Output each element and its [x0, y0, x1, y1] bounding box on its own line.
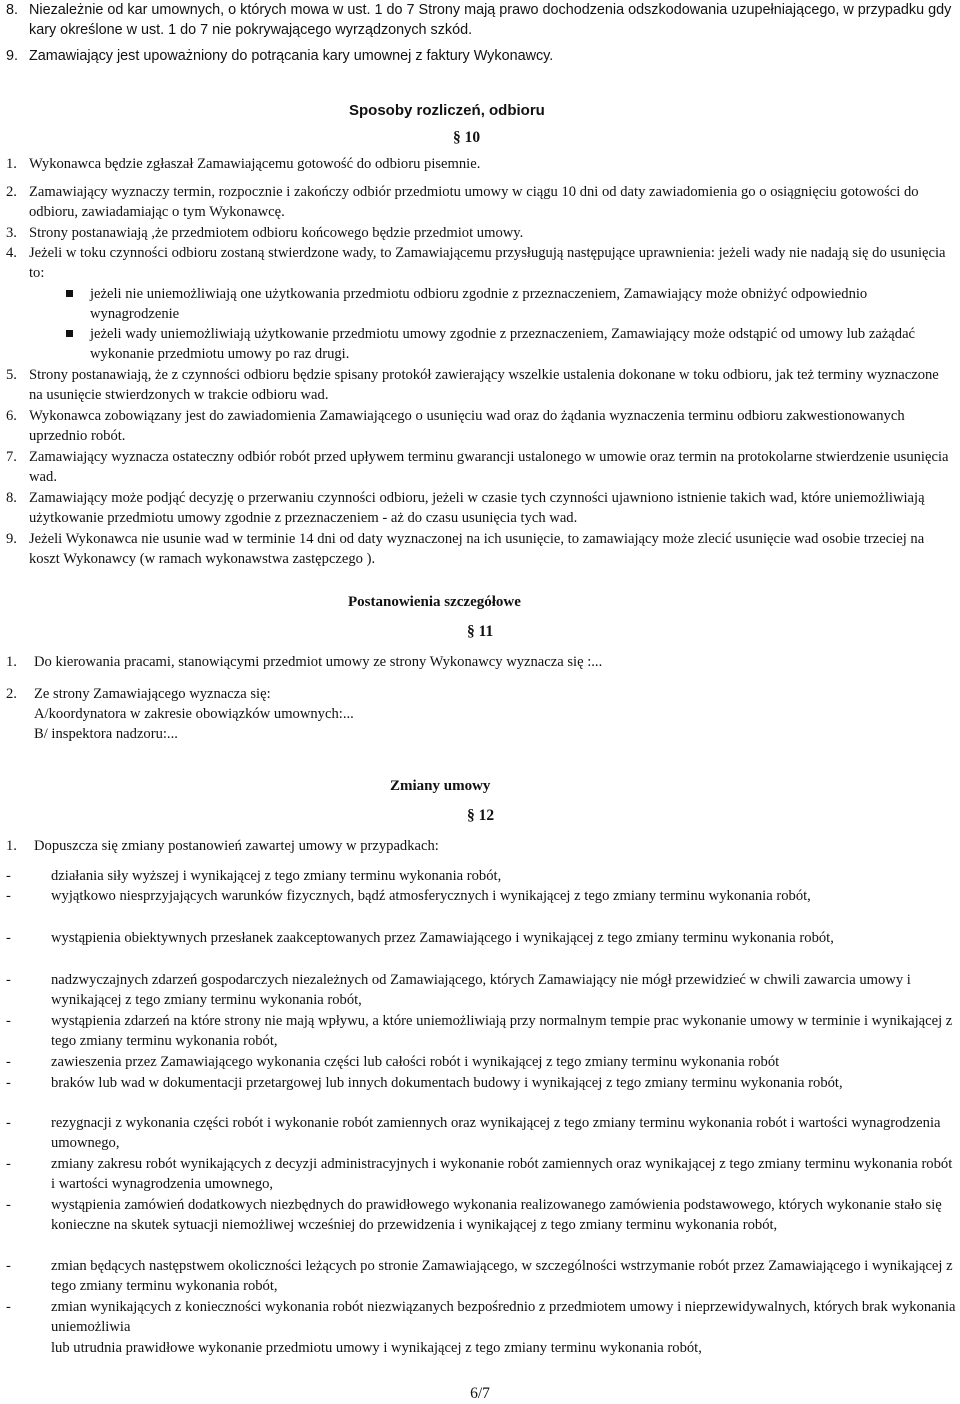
- list-item: [6, 223, 956, 243]
- list-item: [6, 182, 956, 223]
- item-text: Zamawiający wyznacza ostateczny odbiór robót przed upływem terminu gwarancji ustalonego w umowie oraz termin na protokolarne stwierdzenie usunięcia wad.: [29, 449, 949, 486]
- dash-marker: -: [6, 1075, 11, 1091]
- dash-marker: -: [6, 1115, 11, 1131]
- section-symbol: § 11: [467, 623, 494, 640]
- list-item: [6, 447, 956, 488]
- dash-item: [6, 1052, 958, 1072]
- item-number: 9.: [6, 531, 17, 547]
- dash-text: zawieszenia przez Zamawiającego wykonania części lub całości robót i wynikającej z tego zmiany terminu wykonania robót: [51, 1054, 780, 1070]
- dash-marker: -: [6, 1013, 11, 1029]
- dash-item: [6, 886, 958, 906]
- section-heading: Postanowienia szczegółowe: [348, 594, 521, 610]
- dash-item: [6, 1195, 958, 1236]
- item-text: Zamawiający jest upoważniony do potrącania kary umownej z faktury Wykonawcy.: [29, 48, 554, 64]
- dash-text: działania siły wyższej i wynikającej z tego zmiany terminu wykonania robót,: [51, 868, 502, 884]
- dash-text: rezygnacji z wykonania części robót i wykonanie robót zamiennych oraz wynikającej z tego zmiany terminu wykonania robót i wartości wynagrodzenia umownego,: [51, 1115, 941, 1152]
- dash-text: zmian wynikających z konieczności wykonania robót niezwiązanych bezpośrednio z przedmiotem umowy i nieprzewidywalnych, których brak wykonania uniemożliwia: [51, 1299, 956, 1336]
- section-heading: Zmiany umowy: [390, 778, 491, 794]
- item-number: 7.: [6, 449, 17, 465]
- item-number: 2.: [6, 686, 17, 702]
- item-text: Zamawiający wyznaczy termin, rozpocznie i zakończy odbiór przedmiotu umowy w ciągu 10 dni od daty zawiadomienia go o osiągnięciu gotowości do odbioru, zawiadamiając o tym Wykonawcę.: [29, 184, 919, 221]
- item-number: 1.: [6, 654, 17, 670]
- item-text: Niezależnie od kar umownych, o których mowa w ust. 1 do 7 Strony mają prawo dochodzenia odszkodowania uzupełniającego, w przypadku gdy kary określone w ust. 1 do 7 nie pokrywającego wyrządzonych szkód.: [29, 2, 952, 39]
- dash-text: wystąpienia zdarzeń na które strony nie mają wpływu, a które uniemożliwiają przy normalnym tempie prac wykonanie umowy w terminie i wynikającej z tego zmiany terminu wykonania robót,: [51, 1013, 953, 1050]
- item-number: 9.: [6, 48, 19, 64]
- list-item: [6, 243, 956, 284]
- item-number: 1.: [6, 838, 17, 854]
- bullet-text: jeżeli wady uniemożliwiają użytkowanie przedmiotu umowy zgodnie z przeznaczeniem, Zamawiający może odstąpić od umowy lub zażądać wykonanie przedmiotu umowy po raz drugi.: [90, 326, 916, 363]
- dash-item: [6, 1011, 958, 1052]
- dash-item: [6, 970, 958, 1011]
- list-item: [6, 488, 956, 529]
- dash-marker: -: [6, 972, 11, 988]
- list-item: [6, 836, 956, 856]
- item-number: 5.: [6, 367, 17, 383]
- item-text: Zamawiający może podjąć decyzję o przerwaniu czynności odbioru, jeżeli w czasie tych czynności ujawniono istnienie takich wad, które uniemożliwiają użytkowanie przedmiotu umowy zgodnie z przeznaczeniem - aż do czasu usunięcia tych wad.: [29, 490, 925, 527]
- dash-marker: -: [6, 1197, 11, 1213]
- dash-item: [6, 866, 958, 886]
- section-symbol: § 12: [467, 807, 495, 824]
- list-item-9: [6, 46, 956, 66]
- item-text: Strony postanawiają ,że przedmiotem odbioru końcowego będzie przedmiot umowy.: [29, 225, 524, 241]
- dash-item: [6, 1154, 958, 1195]
- bullet-item: [66, 324, 954, 365]
- dash-text: zmiany zakresu robót wynikających z decyzji administracyjnych i wykonanie robót zamiennych oraz wynikającej z tego zmiany terminu wykonania robót i wartości wynagrodzenia umownego,: [51, 1156, 953, 1193]
- dash-text: braków lub wad w dokumentacji przetargowej lub innych dokumentach budowy i wynikającej z tego zmiany terminu wykonania robót,: [51, 1075, 843, 1091]
- dash-item: [6, 1113, 958, 1154]
- assignment-line: B/ inspektora nadzoru:...: [34, 726, 178, 742]
- dash-marker: -: [6, 1299, 11, 1315]
- item-number: 3.: [6, 225, 17, 241]
- item-number: 6.: [6, 408, 17, 424]
- bullet-item: [66, 284, 954, 325]
- dash-marker: -: [6, 1054, 11, 1070]
- item-number: 8.: [6, 490, 17, 506]
- item-text: Wykonawca zobowiązany jest do zawiadomienia Zamawiającego o usunięciu wad oraz do żądania wyznaczenia terminu odbioru zakwestionowanych uprzednio robót.: [29, 408, 905, 445]
- section-symbol: § 10: [453, 129, 481, 146]
- list-item: [6, 365, 956, 406]
- square-bullet-icon: [66, 290, 73, 297]
- item-text: Do kierowania pracami, stanowiącymi przedmiot umowy ze strony Wykonawcy wyznacza się :...: [34, 654, 603, 670]
- bullet-text: jeżeli nie uniemożliwiają one użytkowania przedmiotu odbioru zgodnie z przeznaczeniem, Zamawiający może obniżyć odpowiednio wynagrodzenie: [90, 286, 868, 323]
- dash-marker: -: [6, 1156, 11, 1172]
- item-text: Jeżeli w toku czynności odbioru zostaną stwierdzone wady, to Zamawiającemu przysługują następujące uprawnienia: jeżeli wady nie nadają się do usunięcia to:: [29, 245, 946, 282]
- list-item: [6, 529, 956, 570]
- assignment-line: A/koordynatora w zakresie obowiązków umownych:...: [34, 706, 354, 722]
- dash-item: [6, 928, 958, 948]
- item-text: Dopuszcza się zmiany postanowień zawartej umowy w przypadkach:: [34, 838, 439, 854]
- item-number: 8.: [6, 2, 19, 18]
- list-item: [6, 406, 956, 447]
- list-item: [6, 652, 956, 672]
- dash-item: [6, 1256, 958, 1297]
- dash-text: wystąpienia zamówień dodatkowych niezbędnych do prawidłowego wykonania realizowanego zamówienia podstawowego, których wykonanie stało się konieczne na skutek sytuacji niemożliwej wcześniej do przewidzenia i wynikającej z tego zmiany terminu wykonania robót,: [51, 1197, 942, 1234]
- square-bullet-icon: [66, 330, 73, 337]
- dash-item: [6, 1073, 958, 1093]
- item-text: Jeżeli Wykonawca nie usunie wad w terminie 14 dni od daty wyznaczonej na ich usunięcie, to zamawiający może zlecić usunięcie wad osobie trzeciej na koszt Wykonawcy (w ramach wykonawstwa zastępczego ).: [29, 531, 925, 568]
- continuation-line: lub utrudnia prawidłowe wykonanie przedmiotu umowy i wynikającej z tego zmiany terminu wykonania robót,: [51, 1340, 702, 1356]
- dash-marker: -: [6, 888, 11, 904]
- dash-marker: -: [6, 930, 11, 946]
- dash-text: nadzwyczajnych zdarzeń gospodarczych niezależnych od Zamawiającego, których Zamawiający nie mógł przewidzieć w chwili zawarcia umowy i wynikającej z tego zmiany terminu wykonania robót,: [51, 972, 911, 1009]
- dash-text: wystąpienia obiektywnych przesłanek zaakceptowanych przez Zamawiającego i wynikającej z tego zmiany terminu wykonania robót,: [51, 930, 834, 946]
- item-number: 4.: [6, 245, 17, 261]
- item-text: Wykonawca będzie zgłaszał Zamawiającemu gotowość do odbioru pisemnie.: [29, 156, 481, 172]
- dash-text: wyjątkowo niesprzyjających warunków fizycznych, bądź atmosferycznych i wynikającej z tego zmiany terminu wykonania robót,: [51, 888, 811, 904]
- list-item: [6, 154, 956, 174]
- item-text: Strony postanawiają, że z czynności odbioru będzie spisany protokół zawierający wszelkie ustalenia dokonane w toku odbioru, jak też terminy wyznaczone na usunięcie stwierdzonych w trakcie odbioru wad.: [29, 367, 939, 404]
- item-text: Ze strony Zamawiającego wyznacza się:: [34, 686, 271, 702]
- item-number: 2.: [6, 184, 17, 200]
- dash-marker: -: [6, 1258, 11, 1274]
- section-heading: Sposoby rozliczeń, odbioru: [349, 102, 545, 119]
- list-item-8: [6, 0, 956, 41]
- list-item: [6, 684, 956, 704]
- item-number: 1.: [6, 156, 17, 172]
- page-number: 6/7: [470, 1385, 490, 1402]
- dash-text: zmian będących następstwem okoliczności leżących po stronie Zamawiającego, w szczególności wstrzymanie robót przez Zamawiającego i wynikającej z tego zmiany terminu wykonania robót,: [51, 1258, 953, 1295]
- dash-marker: -: [6, 868, 11, 884]
- dash-item: [6, 1297, 958, 1338]
